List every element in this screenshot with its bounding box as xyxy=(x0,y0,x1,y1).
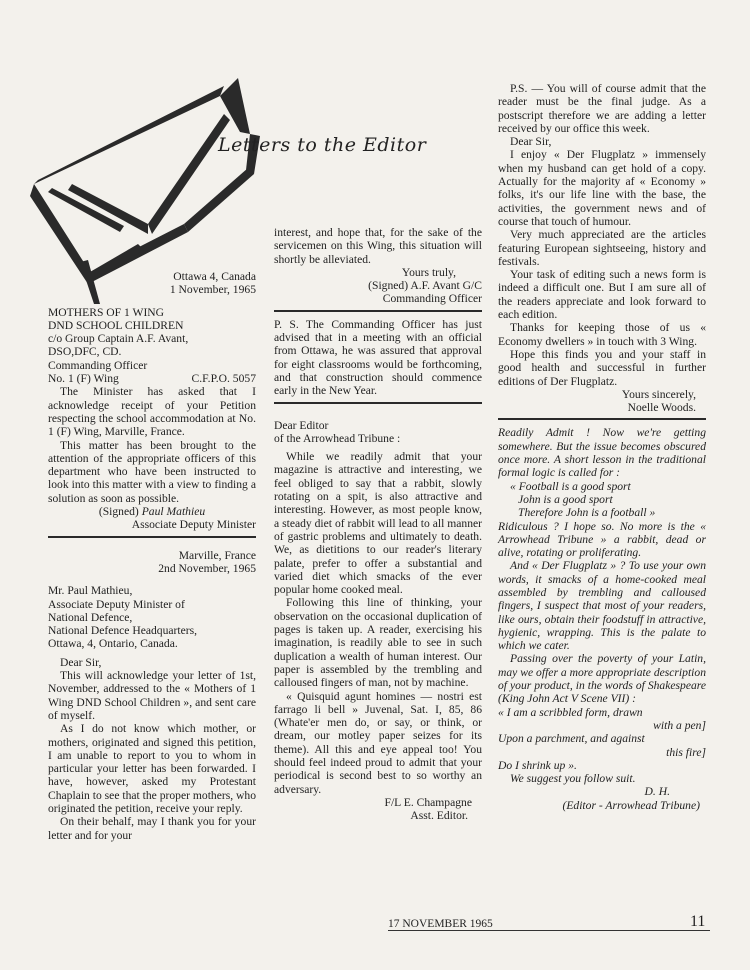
footer-rule xyxy=(388,930,710,931)
letter4-paragraph-1: I enjoy « Der Flugplatz » immensely when my husband can get hold of a copy. Actually for the majority af « Economy » folks, it's our life line with the base, the activities, the government news and of course that touch of humour. xyxy=(498,148,706,228)
syllogism-line-3: Therefore John is a football » xyxy=(518,506,656,520)
letter2-address-line4: National Defence Headquarters, xyxy=(48,624,198,638)
page-number: 11 xyxy=(690,913,706,930)
page-title: Letters to the Editor xyxy=(218,134,427,156)
column-2 xyxy=(274,226,482,822)
letter4-name: Noelle Woods. xyxy=(627,401,696,415)
editor-reply-paragraph-5: We suggest you follow suit. xyxy=(510,772,636,786)
letter2-date: 2nd November, 1965 xyxy=(158,561,256,575)
letter4-salutation: Dear Sir, xyxy=(510,135,552,149)
letter1-co-line1: c/o Group Captain A.F. Avant, xyxy=(48,332,189,346)
letter3-salutation-line2: of the Arrowhead Tribune : xyxy=(274,431,401,445)
letter1-place: Ottawa 4, Canada xyxy=(173,270,256,283)
letter2-place: Marville, France xyxy=(178,548,256,562)
letter2-address-line5: Ottawa, 4, Ontario, Canada. xyxy=(48,637,178,651)
divider xyxy=(274,402,482,404)
letter1-addressee-line2: DND SCHOOL CHILDREN xyxy=(48,318,184,332)
letter1-date: 1 November, 1965 xyxy=(169,283,256,297)
letter3-signature: F/L E. Champagne xyxy=(384,795,472,809)
letter1-addressee-line1: MOTHERS OF 1 WING xyxy=(48,305,165,319)
editor-initials: D. H. xyxy=(644,785,670,799)
letter4-paragraph-2: Very much appreciated are the articles featuring European sightseeing, history and festivals. xyxy=(498,228,706,268)
letter2-signer-title: Commanding Officer xyxy=(382,292,482,306)
letter2-paragraph-3-continued: interest, and hope that, for the sake of the servicemen on this Wing, this situation will shortly be alleviated. xyxy=(274,226,482,266)
letter1-signer-name: Paul Mathieu xyxy=(141,505,206,519)
letter1-paragraph-2: This matter has been brought to the attention of the appropriate officers of this department who have been instructed to look into this matter with a view to finding a solution as soon as possible. xyxy=(48,438,256,505)
editor-reply-paragraph-2: Ridiculous ? I hope so. No more is the « Arrowhead Tribune » a rabbit, dead or alive, rotating or proliferating. xyxy=(498,519,706,560)
letter2-paragraph-1: This will acknowledge your letter of 1st, November, addressed to the « Mothers of 1 Wing DND School Children », and sent care of myself. xyxy=(48,669,256,722)
syllogism-line-2: John is a good sport xyxy=(518,492,613,506)
quote-line-1a: « I am a scribbled form, drawn xyxy=(498,705,643,719)
quote-line-2b: this fire] xyxy=(666,745,706,759)
letter1-co-line4: No. 1 (F) Wing xyxy=(48,372,119,386)
letter4-paragraph-5: Hope this finds you and your staff in good health and successful in further editions of Der Flugplatz. xyxy=(498,347,706,388)
letter1-signer-title: Associate Deputy Minister xyxy=(131,518,256,532)
column-1 xyxy=(48,270,256,842)
syllogism-line-1: « Football is a good sport xyxy=(510,479,631,493)
editor-reply-paragraph-3: And « Der Flugplatz » ? To use your own words, it smacks of a home-cooked meal assembled by trembling and calloused fingers, I suspect that most of your readers, like ours, obtain their foodstuff in attractive, hygienic, wrapping. This is the palate to which we cater. xyxy=(498,559,706,653)
quote-line-1b: with a pen] xyxy=(653,718,706,732)
letter2-address-line2: Associate Deputy Minister of xyxy=(48,597,185,611)
divider xyxy=(274,310,482,312)
letter1-co-line4-row xyxy=(48,372,256,385)
column-3 xyxy=(498,82,706,812)
letter2-postscript: P. S. The Commanding Officer has just advised that in a meeting with an official from Ottawa, he was assured that approval for eight classrooms would be forthcoming, and that construction should commence early in the New Year. xyxy=(274,317,482,398)
letter3-salutation-line1: Dear Editor xyxy=(274,418,329,432)
letter2-closing: Yours truly, xyxy=(401,265,456,279)
letter1-signed-label: (Signed) xyxy=(98,505,139,519)
letter3-paragraph-3: « Quisquid agunt homines — nostri est farrago li bell » Juvenal, Sat. I, 85, 86 (Whate'er men do, or say, or think, or dream, our motley paper seizes for its theme). All this and eye appeal too! You should feel indeed proud to admit that your periodical is second best to so worthy an adversary. xyxy=(274,689,482,796)
quote-line-2a: Upon a parchment, and against xyxy=(498,732,645,746)
letter1-co-line3: Commanding Officer xyxy=(48,358,148,372)
divider xyxy=(48,536,256,538)
letter1-cfpo: C.F.P.O. 5057 xyxy=(191,372,256,386)
letter4-closing: Yours sincerely, xyxy=(621,387,696,401)
footer-date: 17 NOVEMBER 1965 xyxy=(388,918,493,930)
letter3-paragraph-2: Following this line of thinking, your observation on the occasional duplication of pages is taken up. A reader, exercising his imagination, is readily able to see in such duplication a wealth of human interest. Our paper is assembled by the trembling and calloused fingers of man, not by machine. xyxy=(274,596,482,690)
divider xyxy=(498,418,706,420)
letter2-address-line3: National Defence, xyxy=(48,610,133,624)
quote-line-3: Do I shrink up ». xyxy=(498,758,577,772)
letter2-address-line1: Mr. Paul Mathieu, xyxy=(48,584,133,598)
letter2-paragraph-2: As I do not know which mother, or mothers, originated and signed this petition, I am unable to report to you to whom in particular your letter has been forwarded. I have, however, asked my Protestant Chaplain to see that the proper mothers, who originated the petition, receive your reply. xyxy=(48,722,256,815)
letter1-signature xyxy=(48,505,256,518)
letter4-paragraph-4: Thanks for keeping those of us « Economy dwellers » in touch with 3 Wing. xyxy=(498,321,706,348)
letter3-postscript: P.S. — You will of course admit that the reader must be the final judge. As a postscript therefore we are adding a letter received by our office this week. xyxy=(498,82,706,135)
letter2-salutation: Dear Sir, xyxy=(60,655,102,669)
editor-reply-paragraph-4: Passing over the poverty of your Latin, may we offer a more appropriate description of your product, in the words of Shakespeare (King John Act V Scene VII) : xyxy=(498,652,706,706)
letter2-paragraph-3: On their behalf, may I thank you for your letter and for your xyxy=(48,815,256,842)
letter3-paragraph-1: While we readily admit that your magazine is attractive and interesting, we feel obliged to say that a rabbit, slowly rotating on a spit, is also attractive and interesting. However, as most people know, a steady diet of rabbit will lead to all manner of gastric problems and ultimately to death. We, as dietitions to our reader's literary palate, prefer to offer a substantial and varied diet which smacks of the ever popular home cooked meal. xyxy=(274,450,482,597)
letter1-co-line2: DSO,DFC, CD. xyxy=(48,345,122,359)
editor-reply-paragraph-1: Readily Admit ! Now we're getting somewhere. But the issue becomes obscured once more. A short lesson in the traditional formal logic is called for : xyxy=(498,426,706,480)
letter2-signature: (Signed) A.F. Avant G/C xyxy=(368,279,482,293)
letter1-paragraph-1: The Minister has asked that I acknowledge receipt of your Petition respecting the school accommodation at No. 1 (F) Wing, Marville, France. xyxy=(48,385,256,439)
editor-attribution: (Editor - Arrowhead Tribune) xyxy=(562,798,700,812)
letter3-signer-title: Asst. Editor. xyxy=(410,809,468,823)
letter4-paragraph-3: Your task of editing such a news form is indeed a difficult one. But I am sure all of the readers appreciate and look forward to each edition. xyxy=(498,268,706,322)
